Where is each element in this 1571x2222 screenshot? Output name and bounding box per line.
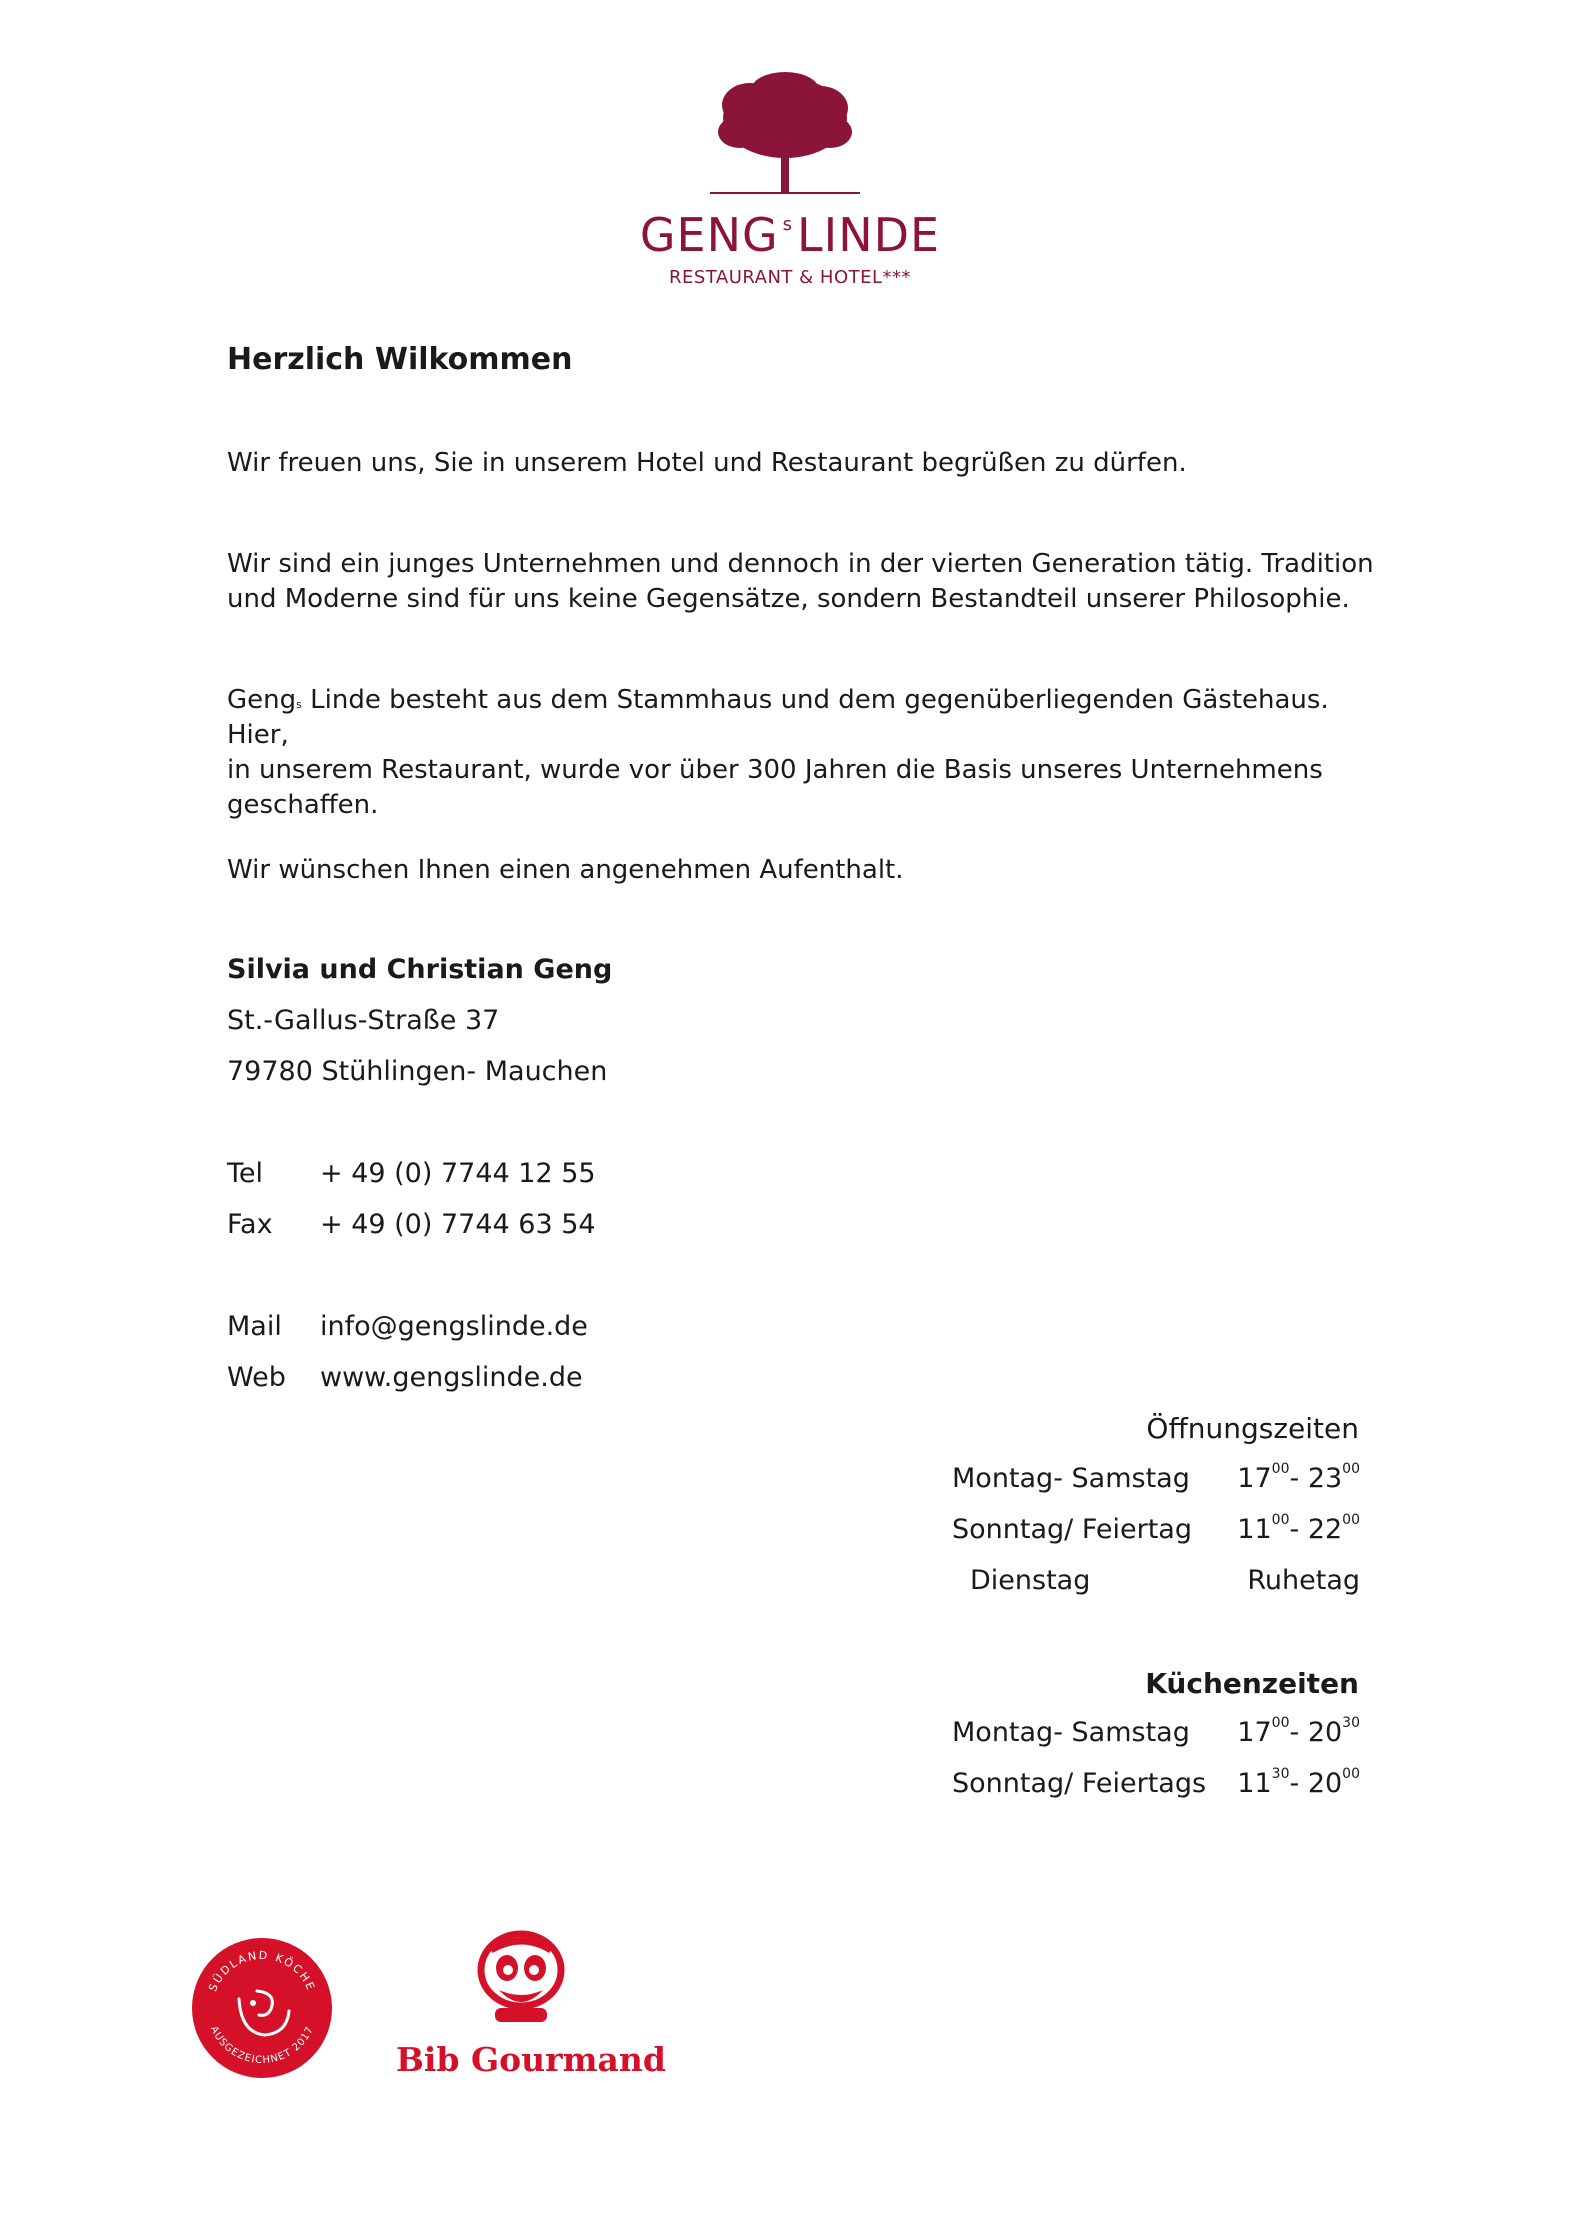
svg-text:AUSGEZEICHNET 2017: AUSGEZEICHNET 2017 bbox=[207, 2024, 317, 2067]
web-label: Web bbox=[227, 1362, 286, 1393]
web-link[interactable]: www.gengslinde.de bbox=[320, 1362, 583, 1393]
contact-fax bbox=[227, 1209, 596, 1240]
owner-names: Silvia und Christian Geng bbox=[227, 954, 613, 985]
fax-value: + 49 (0) 7744 63 54 bbox=[320, 1209, 596, 1240]
kitchen-hours-title: Küchenzeiten bbox=[1145, 1667, 1359, 1700]
restaurant-logo bbox=[600, 70, 980, 300]
brand-name: GENG $^s$LINDE bbox=[639, 208, 941, 262]
bib-gourmand-label: Bib Gourmand bbox=[396, 2040, 666, 2079]
houses-paragraph: Geng$^s$ Linde besteht aus dem Stammhaus und dem gegenüberliegenden Gästehaus. Hier, in unserem Restaurant, wurde vor über 300 Jahren die Basis unseres Unternehmens geschaffen. bbox=[227, 685, 1329, 820]
contact-tel bbox=[227, 1158, 596, 1189]
page-title: Herzlich Wilkommen bbox=[227, 342, 573, 377]
history-paragraph: Wir sind ein junges Unternehmen und dennoch in der vierten Generation tätig. Tradition und Moderne sind für uns keine Gegensätze, sondern Bestandteil unserer Philosophie. bbox=[227, 549, 1374, 614]
mail-link[interactable]: info@gengslinde.de bbox=[320, 1311, 588, 1342]
document-page: GENG $^s$LINDE RESTAURANT & HOTEL*** Herzlich Wilkommen Wir freuen uns, Sie in unserem Hotel und Restaurant begrüßen zu dürfen. Wir sind ein junges Unternehmen und dennoch in der vierten Generation tätig. Tradition und Moderne sind für uns keine Gegensätze, sondern Bestandteil unserer Philosophie. Geng$^s$ Linde besteht aus dem Stammhaus und dem gegenüberliegenden Gästehaus. Hier, in unserem Restaurant, wurde vor über 300 Jahren die Basis unseres Unternehmens geschaffen. Wir wünschen Ihnen einen angenehmen Aufenthalt. Silvia und Christian Geng St.-Gallus-Straße 37 79780 Stühlingen- Mauchen Tel + 49 (0) 7744 12 55 Fax + 49 (0) 7744 63 54 Mail info@gengslinde.de Web www.gengslinde.de Öffnungszeiten Montag- Samstag $17^{00}-$ $23^{00}$ Sonntag/ Feiertag $11^{00}-$ $22^{00}$ Dienstag Ruhetag Küchenzeiten Montag- Samstag $17^{00}-$ $20^{30}$ Sonntag/ Feiertags $11^{30}-$ $20^{00}$ SÜDLAND KÖCHE AUSGEZEICHNET 2017 Bib Gourmand bbox=[0, 0, 1571, 2222]
closing-paragraph: Wir wünschen Ihnen einen angenehmen Aufenthalt. bbox=[227, 855, 904, 885]
contact-mail bbox=[227, 1311, 588, 1342]
tel-label: Tel bbox=[227, 1158, 264, 1189]
mail-label: Mail bbox=[227, 1311, 282, 1342]
tel-value[interactable]: + 49 (0) 7744 12 55 bbox=[320, 1158, 596, 1189]
welcome-paragraph: Wir freuen uns, Sie in unserem Hotel und Restaurant begrüßen zu dürfen. bbox=[227, 448, 1187, 478]
fax-label: Fax bbox=[227, 1209, 273, 1240]
suedland-koeche-badge bbox=[191, 1937, 333, 2079]
opening-hours-title: Öffnungszeiten bbox=[1146, 1412, 1359, 1445]
address-street: St.-Gallus-Straße 37 bbox=[227, 1005, 500, 1036]
bib-gourmand-badge bbox=[396, 1928, 666, 2079]
brand-subtitle: RESTAURANT & HOTEL*** bbox=[668, 267, 912, 288]
address-city: 79780 Stühlingen- Mauchen bbox=[227, 1056, 608, 1087]
bibendum-icon bbox=[471, 1928, 571, 2028]
svg-text:SÜDLAND KÖCHE: SÜDLAND KÖCHE bbox=[206, 1948, 318, 1994]
linden-tree-icon bbox=[710, 70, 860, 200]
contact-web bbox=[227, 1362, 583, 1393]
